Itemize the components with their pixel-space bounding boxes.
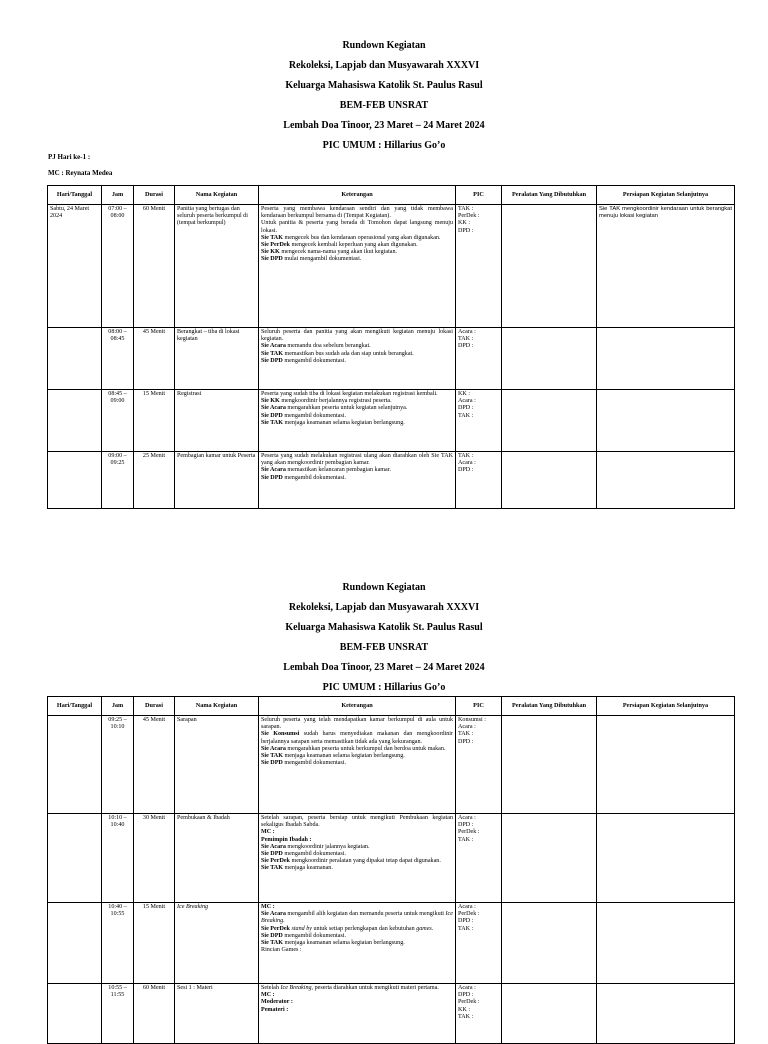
description-cell [259,903,456,984]
description-line: Sie Acara memastikan kelancaran pembagian kamar. [261,467,391,474]
pic-line: DPD : [458,822,474,829]
pic-cell [456,205,502,328]
description-line: Sie PerDek mengecek kembali keperluan yang akan digunakan. [261,241,418,248]
description-line: Rincian Games : [261,947,302,954]
pic-line: TAK : [458,412,474,419]
pic-cell [456,716,502,814]
description-line: Sie Acara memandu doa sebelum berangkat. [261,343,371,350]
next-preparation-cell [597,328,735,390]
description-line: Sie TAK mengecek bus dan kendaraan operasional yang akan digunakan. [261,234,441,241]
pic-line: TAK : [458,1013,474,1020]
column-header: Peralatan Yang Dibutuhkan [502,697,597,716]
table-row [48,814,735,903]
column-header: Peralatan Yang Dibutuhkan [502,186,597,205]
pic-line: PerDek : [458,213,480,220]
description-line: Untuk panitia & peserta yang berada di Tomohon dapat langsung menuju lokasi. [261,220,453,234]
table-row [48,716,735,814]
description-line: Sie Acara mengambil alih kegiatan dan memandu peserta untuk mengikuti Ice Breaking. [261,911,453,925]
column-header: Nama Kegiatan [175,697,259,716]
equipment-cell [502,814,597,903]
table-row [48,328,735,390]
pic-line: Acara : [458,904,476,910]
pic-line: PerDek : [458,999,480,1006]
description-line: Sie Acara mengkoordinir jalannya kegiatan. [261,843,370,850]
column-header: Durasi [134,186,175,205]
table-header-row [48,697,735,716]
description-line: Sie DPD mengambil dokumentasi. [261,932,346,939]
equipment-cell [502,452,597,509]
column-header: Hari/Tanggal [48,697,102,716]
table-row [48,205,735,328]
description-line: Pemateri : [261,1006,289,1013]
equipment-cell [502,903,597,984]
column-header: Hari/Tanggal [48,186,102,205]
next-preparation-cell [597,716,735,814]
description-line: Moderator : [261,999,293,1006]
time-cell: 08:00 – 08:45 [102,328,134,390]
description-line: Sie Konsumsi sudah harus menyediakan makanan dan mengkoordinir berjalannya sarapan serta memastikan tidak ada yang kekurangan. [261,731,453,745]
description-line: Sie TAK memastikan bus sudah ada dan siap untuk berangkat. [261,350,414,357]
description-cell [259,328,456,390]
description-cell [259,205,456,328]
next-preparation-cell [597,452,735,509]
pic-umum: PIC UMUM : Hillarius Go’o [322,140,446,151]
pic-line: Acara : [458,985,476,991]
description-line: Seluruh peserta yang telah mendapatkan kamar berkumpul di aula untuk sarapan. [261,717,453,731]
pic-line: DPD : [458,918,474,925]
event-name: Rekoleksi, Lapjab dan Musyawarah XXXVI [288,602,480,613]
document-title: Rundown Kegiatan [342,40,426,51]
pic-cell [456,814,502,903]
pic-cell [456,984,502,1044]
description-line: Seluruh peserta dan panitia yang akan mengikuti kegiatan menuju lokasi kegiatan. [261,329,453,343]
pic-umum: PIC UMUM : Hillarius Go’o [322,682,446,693]
pic-cell [456,390,502,452]
description-line: Sie KK mengkoordinir berjalannya registrasi peserta. [261,398,392,405]
pic-line: PerDek : [458,829,480,836]
activity-cell: Sarapan [175,716,259,814]
description-line: Sie DPD mulai mengambil dokumentasi. [261,256,362,263]
table-header-row [48,186,735,205]
next-preparation-cell [597,390,735,452]
description-line: MC : [261,829,275,836]
duration-cell: 45 Menit [134,328,175,390]
next-preparation-cell [597,903,735,984]
table-row [48,903,735,984]
activity-cell: Ice Breaking [175,903,259,984]
day-cell [48,390,102,452]
description-line: Setelah Ice Breaking, peserta diarahkan untuk mengikuti materi pertama. [261,985,439,991]
time-cell: 07:00 – 08:00 [102,205,134,328]
equipment-cell [502,328,597,390]
pic-line: TAK : [458,206,474,212]
pic-line: TAK : [458,836,474,843]
description-cell [259,814,456,903]
description-cell [259,452,456,509]
pic-line: Acara : [458,460,476,467]
equipment-cell [502,716,597,814]
event-name: Rekoleksi, Lapjab dan Musyawarah XXXVI [288,60,480,71]
time-cell: 10:10 – 10:40 [102,814,134,903]
activity-cell: Panitia yang bertugas dan seluruh peserta berkumpul di (tempat berkumpul) [175,205,259,328]
column-header: Jam [102,186,134,205]
description-line: Sie DPD mengambil dokumentasi. [261,474,346,481]
pic-line: Acara : [458,398,476,405]
description-cell [259,716,456,814]
pic-cell [456,452,502,509]
pic-line: Acara : [458,724,476,731]
pic-line: Konsumsi : [458,717,486,723]
duration-cell: 45 Menit [134,716,175,814]
rundown-table-2 [47,696,735,1044]
description-line: Sie TAK menjaga keamanan selama kegiatan berlangsung. [261,752,405,759]
header-block-2 [0,578,768,698]
equipment-cell [502,984,597,1044]
pj-label: PJ Hari ke-1 : [48,153,91,161]
day-cell [48,716,102,814]
pic-line: KK : [458,391,471,397]
pic-line: DPD : [458,343,474,350]
unit-name: BEM-FEB UNSRAT [339,100,429,111]
column-header: Jam [102,697,134,716]
next-preparation-cell [597,984,735,1044]
day-cell [48,903,102,984]
description-line: Sie PerDek mengkoordinir peralatan yang dipakai tetap dapat digunakan. [261,858,441,865]
description-line: Sie Acara mengarahkan peserta untuk kegiatan selanjutnya. [261,405,408,412]
time-cell: 10:40 – 10:55 [102,903,134,984]
pic-line: DPD : [458,738,474,745]
equipment-cell [502,390,597,452]
column-header: Durasi [134,697,175,716]
time-cell: 08:45 – 09:00 [102,390,134,452]
description-line: Sie DPD mengambil dokumentasi. [261,760,346,767]
activity-cell: Registrasi [175,390,259,452]
description-line: Peserta yang sudah melakukan registrasi ulang akan diarahkan oleh Sie TAK yang akan mengkoordinir pembagian kamar. [261,453,453,467]
time-cell: 09:00 – 09:25 [102,452,134,509]
duration-cell: 60 Menit [134,984,175,1044]
column-header: Keterangan [259,186,456,205]
pic-line: TAK : [458,336,474,343]
description-line: Setelah sarapan, peserta bersiap untuk mengikuti Pembukaan kegiatan sekaligus Ibadah Sabda. [261,815,453,829]
table-row [48,984,735,1044]
time-cell: 10:55 – 11:55 [102,984,134,1044]
column-header: PIC [456,697,502,716]
rundown-table-1 [47,185,735,509]
column-header: Persiapan Kegiatan Selanjutnya [597,697,735,716]
day-cell [48,452,102,509]
next-preparation-cell: Sie TAK mengkoordinir kendaraan untuk berangkat menuju lokasi kegiatan [597,205,735,328]
pic-line: TAK : [458,731,474,738]
description-line: Sie PerDek stand by untuk setiap perlengkapan dan kebutuhan games. [261,925,434,932]
pic-cell [456,328,502,390]
mc-label: MC : Reynata Medea [48,169,113,177]
organization-name: Keluarga Mahasiswa Katolik St. Paulus Rasul [285,622,483,633]
description-line: Sie TAK menjaga keamanan. [261,865,333,872]
next-preparation-cell [597,814,735,903]
pic-line: DPD : [458,405,474,412]
description-line: Sie DPD mengambil dokumentasi. [261,412,346,419]
column-header: Persiapan Kegiatan Selanjutnya [597,186,735,205]
activity-cell: Pembagian kamar untuk Peserta [175,452,259,509]
pic-line: PerDek : [458,911,480,918]
duration-cell: 15 Menit [134,390,175,452]
day-cell [48,814,102,903]
day-cell: Sabtu, 24 Maret 2024 [48,205,102,328]
table-row [48,390,735,452]
description-line: Sie TAK menjaga keamanan selama kegiatan berlangsung. [261,939,405,946]
pic-line: TAK : [458,453,474,459]
time-cell: 09:25 – 10:10 [102,716,134,814]
place-date: Lembah Doa Tinoor, 23 Maret – 24 Maret 2024 [283,662,485,673]
description-line: Sie Acara mengarahkan peserta untuk berkumpul dan berdoa untuk makan. [261,745,446,752]
unit-name: BEM-FEB UNSRAT [339,642,429,653]
organization-name: Keluarga Mahasiswa Katolik St. Paulus Rasul [285,80,483,91]
place-date: Lembah Doa Tinoor, 23 Maret – 24 Maret 2024 [283,120,485,131]
activity-cell: Berangkat – tiba di lokasi kegiatan [175,328,259,390]
pic-line: Acara : [458,815,476,821]
duration-cell: 30 Menit [134,814,175,903]
activity-cell: Pembukaan & Ibadah [175,814,259,903]
pic-line: KK : [458,1006,471,1013]
activity-cell: Sesi 1 : Materi [175,984,259,1044]
duration-cell: 15 Menit [134,903,175,984]
table-row [48,452,735,509]
column-header: Nama Kegiatan [175,186,259,205]
description-line: Peserta yang sudah tiba di lokasi kegiatan melakukan registrasi kembali. [261,391,438,397]
description-line: MC : [261,992,275,999]
description-line: Sie KK mengecek nama-nama yang akan ikut kegiatan. [261,249,398,256]
description-line: Peserta yang membawa kendaraan sendiri dan yang tidak membawa kendaraan berkumpul bersama di (Tempat Kegiatan). [261,206,453,220]
column-header: Keterangan [259,697,456,716]
column-header: PIC [456,186,502,205]
description-line: Sie TAK menjaga keamanan selama kegiatan berlangsung. [261,419,405,426]
description-line: Sie DPD mengambil dokumentasi. [261,850,346,857]
pic-line: Acara : [458,329,476,335]
document-title: Rundown Kegiatan [342,582,426,593]
pic-cell [456,903,502,984]
description-line: Sie DPD mengambil dokumentasi. [261,357,346,364]
duration-cell: 25 Menit [134,452,175,509]
duration-cell: 60 Menit [134,205,175,328]
pic-line: KK : [458,220,471,227]
pic-line: DPD : [458,227,474,234]
description-line: Pemimpin Ibadah : [261,836,312,843]
description-cell [259,390,456,452]
day-cell [48,328,102,390]
pic-line: DPD : [458,992,474,999]
pic-line: TAK : [458,925,474,932]
pic-line: DPD : [458,467,474,474]
equipment-cell [502,205,597,328]
header-block-1 [0,36,768,156]
description-cell [259,984,456,1044]
day-cell [48,984,102,1044]
description-line: MC : [261,904,275,910]
